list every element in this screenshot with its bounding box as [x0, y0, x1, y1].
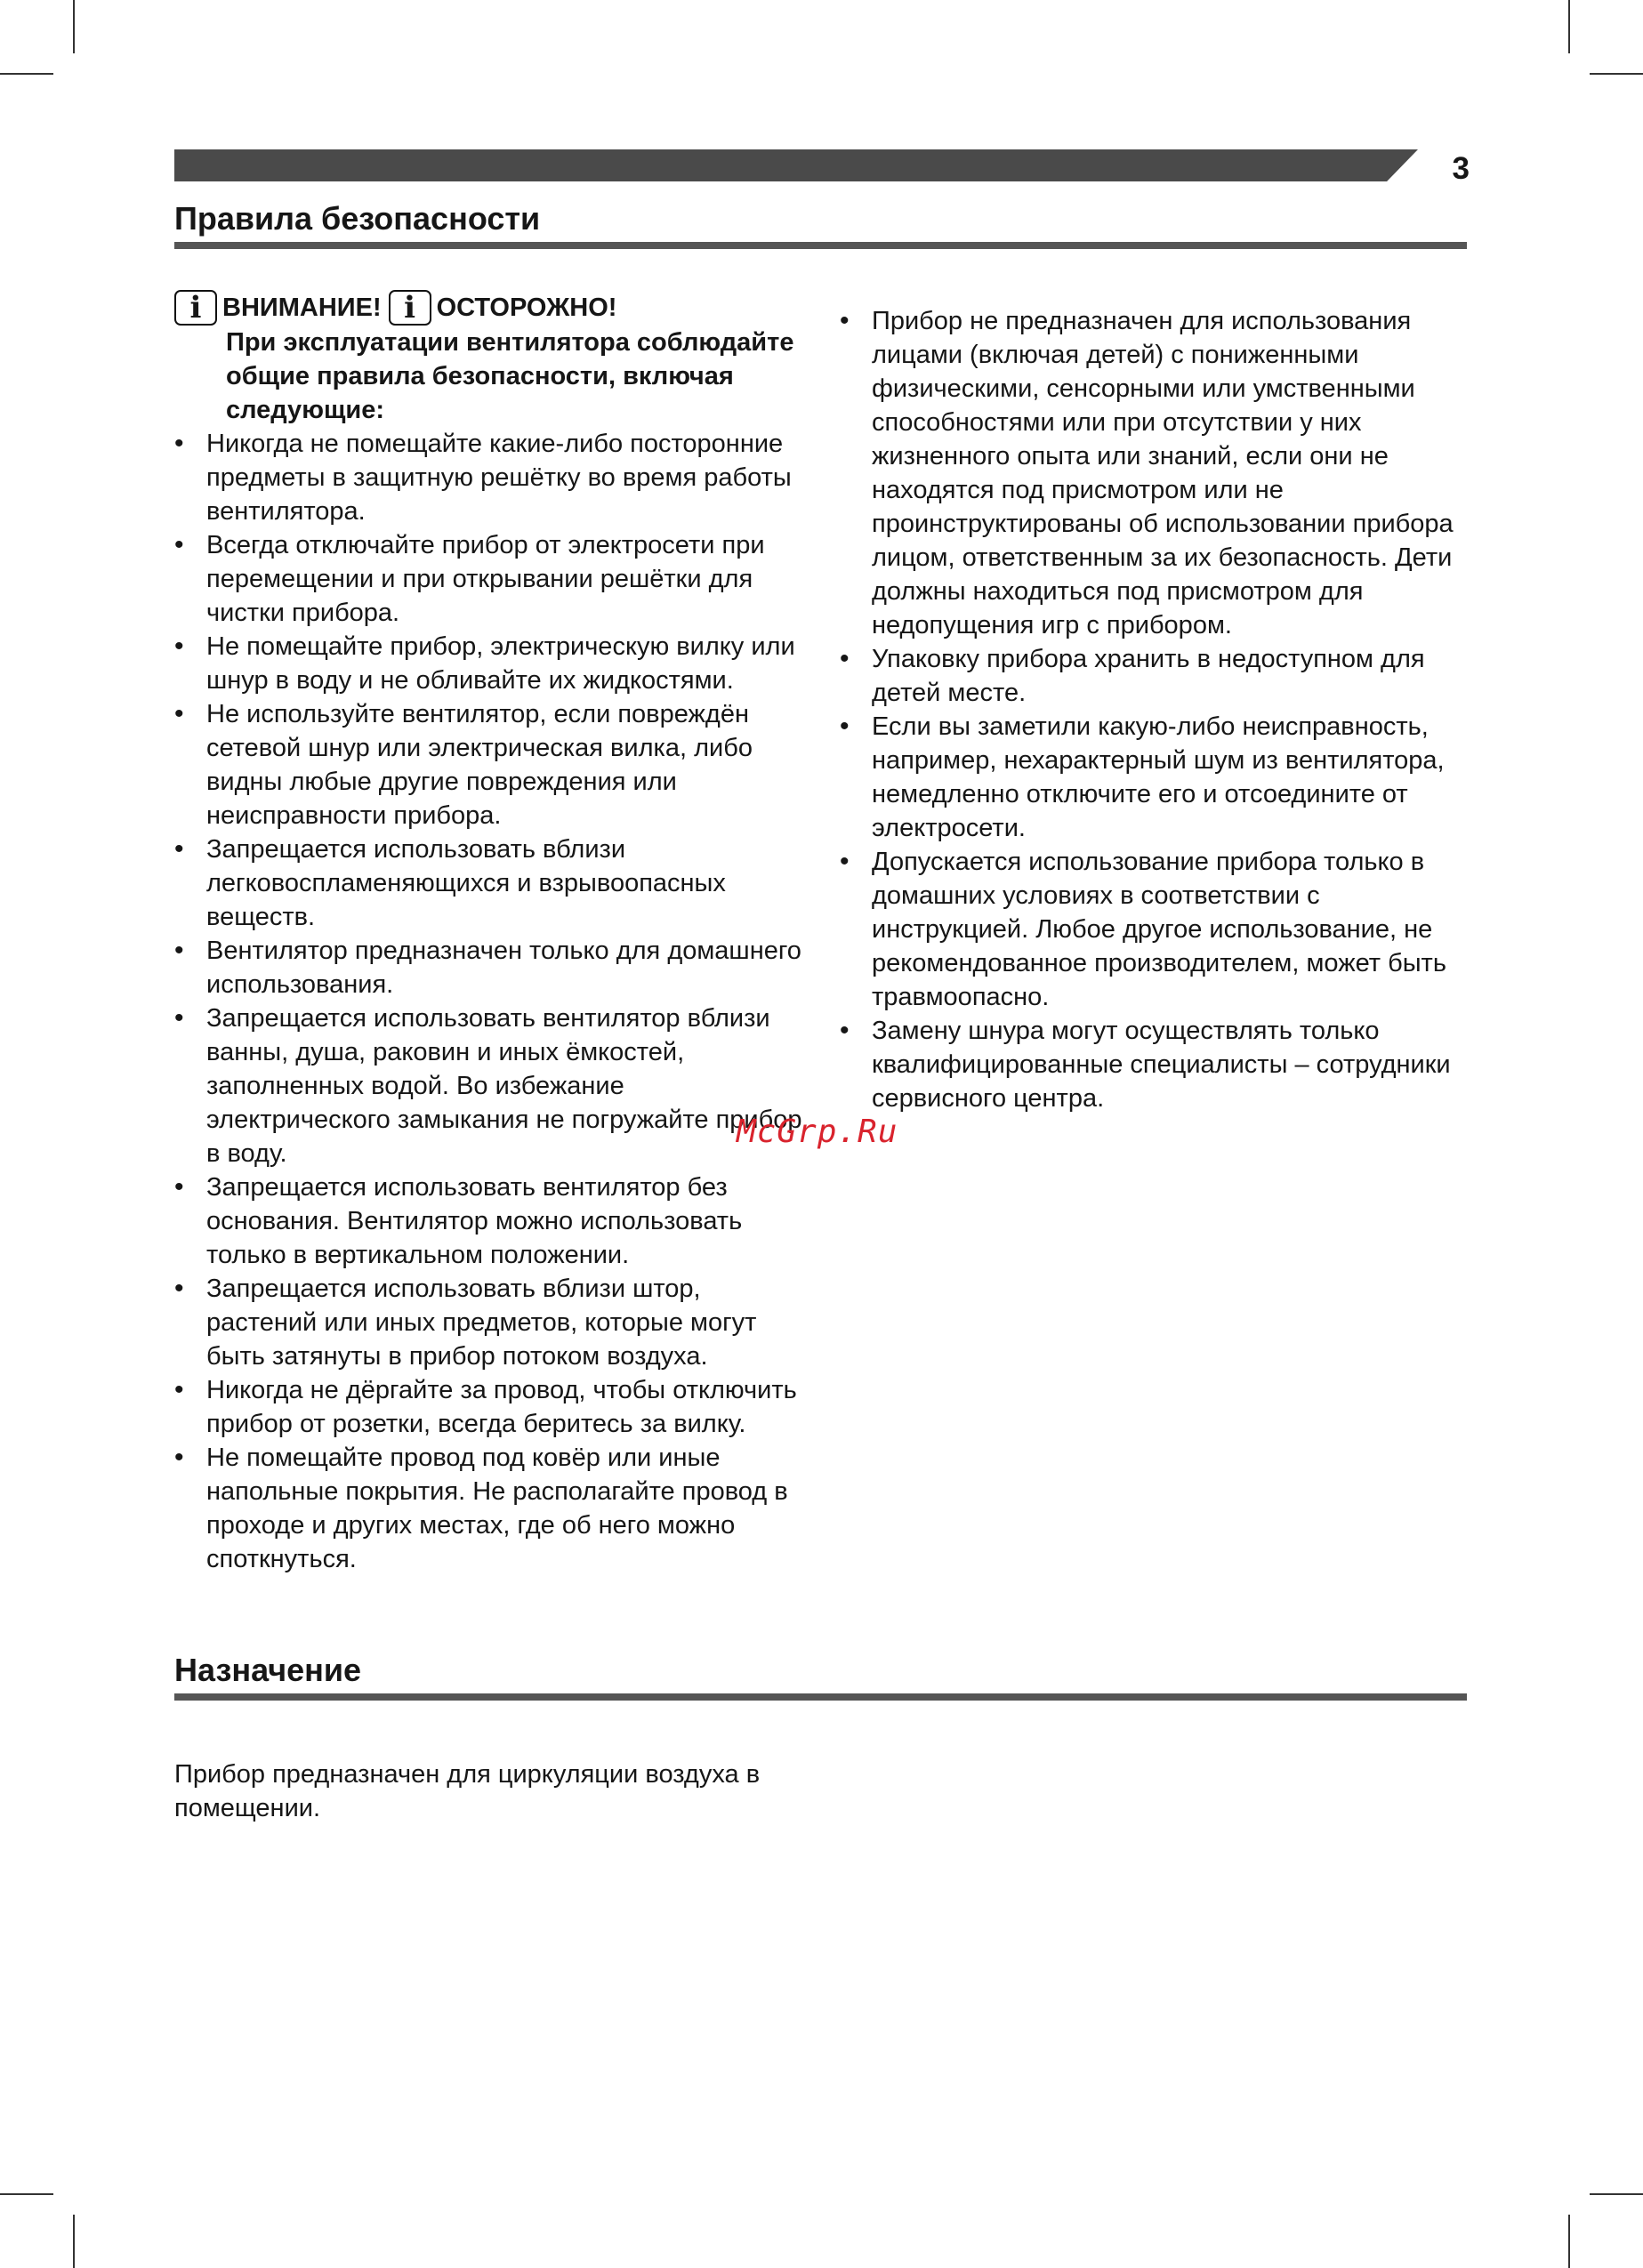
watermark: McGrp.Ru [737, 1114, 898, 1150]
list-item: • Запрещается использовать вентилятор без основания. Вентилятор можно использовать только в вертикальном положении. [174, 1170, 815, 1272]
safety-list-left [174, 427, 815, 1576]
list-item: • Прибор не предназначен для использования лицами (включая детей) с пониженными физическими, сенсорными или умственными способностями или при отсутствии у них жизненного опыта или знаний, если они не находятся под присмотром или не проинструктированы об использовании прибора лицом, ответственным за их безопасность. Дети должны находиться под присмотром для недопущения игр с прибором. [840, 304, 1462, 642]
list-item: • Замену шнура могут осуществлять только квалифицированные специалисты – сотрудники сервисного центра. [840, 1014, 1462, 1115]
safety-list-right [840, 304, 1462, 1115]
list-item: • Всегда отключайте прибор от электросети при перемещении и при открывании решётки для чистки прибора. [174, 528, 815, 630]
crop-mark [1568, 0, 1570, 53]
crop-mark [0, 73, 53, 75]
purpose-title-rule [174, 1693, 1467, 1701]
list-item: • Не помещайте провод под ковёр или иные напольные покрытия. Не располагайте провод в проходе и других местах, где об него можно споткнуться. [174, 1441, 815, 1576]
info-icon: i [174, 290, 217, 326]
crop-mark [0, 2193, 53, 2195]
crop-mark [1590, 73, 1643, 75]
crop-mark [1590, 2193, 1643, 2195]
list-item: • Не используйте вентилятор, если повреждён сетевой шнур или электрическая вилка, либо видны любые другие повреждения или неисправности прибора. [174, 697, 815, 832]
crop-mark [73, 0, 75, 53]
crop-mark [1568, 2215, 1570, 2268]
list-item: • Никогда не помещайте какие-либо посторонние предметы в защитную решётку во время работы вентилятора. [174, 427, 815, 528]
list-item: • Упаковку прибора хранить в недоступном для детей месте. [840, 642, 1462, 710]
list-item: • Допускается использование прибора только в домашних условиях в соответствии с инструкцией. Любое другое использование, не рекомендованное производителем, может быть травмоопасно. [840, 845, 1462, 1014]
list-item: • Запрещается использовать вблизи штор, растений или иных предметов, которые могут быть затянуты в прибор потоком воздуха. [174, 1272, 815, 1373]
warning-intro: При эксплуатации вентилятора соблюдайте общие правила безопасности, включая следующие: [226, 328, 794, 424]
list-item: • Если вы заметили какую-либо неисправность, например, нехарактерный шум из вентилятора, немедленно отключите его и отсоедините от электросети. [840, 710, 1462, 845]
safety-right-column [840, 304, 1462, 1115]
crop-mark [73, 2215, 75, 2268]
safety-left-column [174, 290, 815, 1576]
list-item: • Запрещается использовать вентилятор вблизи ванны, душа, раковин и иных ёмкостей, заполненных водой. Во избежание электрического замыкания не погружайте прибор в воду. [174, 1001, 815, 1170]
header-bar [174, 149, 1418, 181]
list-item: • Вентилятор предназначен только для домашнего использования. [174, 934, 815, 1001]
safety-title-rule [174, 242, 1467, 249]
info-icon: i [389, 290, 431, 326]
list-item: • Никогда не дёргайте за провод, чтобы отключить прибор от розетки, всегда беритесь за вилку. [174, 1373, 815, 1441]
purpose-title: Назначение [174, 1652, 362, 1688]
list-item: • Запрещается использовать вблизи легковоспламеняющихся и взрывоопасных веществ. [174, 832, 815, 934]
list-item: • Не помещайте прибор, электрическую вилку или шнур в воду и не обливайте их жидкостями. [174, 630, 815, 697]
caution-label: ОСТОРОЖНО! [436, 294, 617, 322]
purpose-text: Прибор предназначен для циркуляции воздуха в помещении. [174, 1760, 761, 1822]
warning-heading [174, 290, 815, 326]
safety-title: Правила безопасности [174, 200, 541, 237]
warning-label: ВНИМАНИЕ! [222, 294, 382, 322]
page-number: 3 [1452, 151, 1470, 186]
